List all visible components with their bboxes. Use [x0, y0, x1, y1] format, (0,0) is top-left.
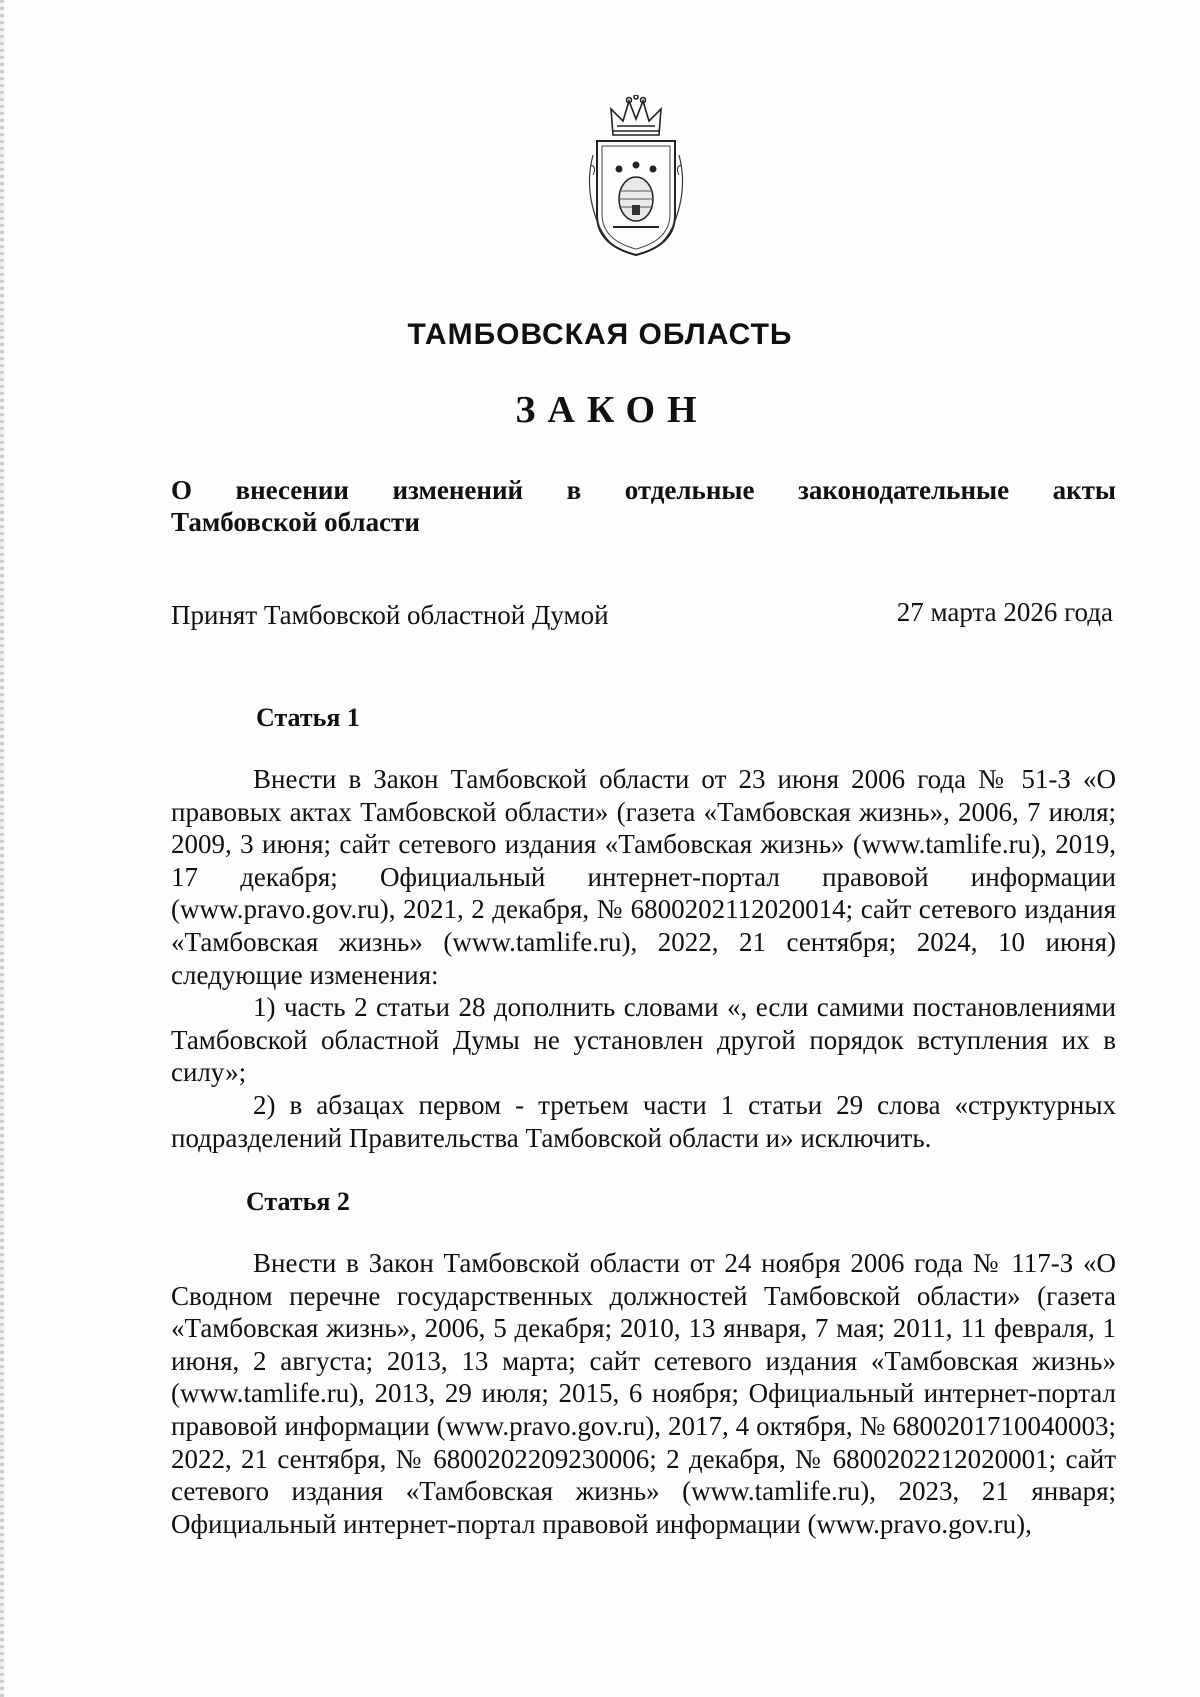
subject-word: акты [1052, 475, 1116, 505]
article-1-intro: Внести в Закон Тамбовской области от 23 июня 2006 года № 51-З «О правовых актах Тамбовской области» (газета «Тамбовская жизнь», 2006, 7 июля; 2009, 3 июня; сайт сетевого издания «Тамбовская жизнь» (www.tamlife.ru), 2019, 17 декабря; Официальный интернет-портал правовой информации (www.pravo.gov.ru), 2021, 2 декабря, № 6800202112020014; сайт сетевого издания «Тамбовская жизнь» (www.tamlife.ru), 2022, 21 сентября; 2024, 10 июня) следующие изменения: [171, 764, 1116, 990]
article-2-body [171, 1247, 1116, 1540]
article-2-intro: Внести в Закон Тамбовской области от 24 ноября 2006 года № 117-З «О Сводном перечне государственных должностей Тамбовской области» (газета «Тамбовская жизнь», 2006, 5 декабря; 2010, 13 января, 7 мая; 2011, 11 февраля, 1 июня, 2 августа; 2013, 13 марта; сайт сетевого издания «Тамбовская жизнь» (www.tamlife.ru), 2013, 29 июля; 2015, 6 ноября; Официальный интернет-портал правовой информации (www.pravo.gov.ru), 2017, 4 октября, № 6800201710040003; 2022, 21 сентября, № 6800202209230006; 2 декабря, № 6800202212020001; сайт сетевого издания «Тамбовская жизнь» (www.tamlife.ru), 2023, 21 января; Официальный интернет-портал правовой информации (www.pravo.gov.ru), [171, 1248, 1116, 1539]
article-1-body [171, 763, 1116, 1154]
subject-word: законодательные [797, 475, 1010, 505]
law-subject [171, 474, 1116, 538]
subject-word: внесении [235, 475, 349, 505]
subject-word: О [171, 475, 193, 505]
adopted-date: 27 марта 2026 года [896, 597, 1113, 627]
subject-word: отдельные [624, 475, 755, 505]
region-heading: ТАМБОВСКАЯ ОБЛАСТЬ [407, 318, 793, 351]
law-subject-line-2: Тамбовской области [171, 507, 420, 537]
adopted-by: Принят Тамбовской областной Думой [171, 600, 609, 630]
scan-edge [0, 0, 4, 1697]
article-1-item-2: 2) в абзацах первом - третьем части 1 статьи 29 слова «структурных подразделений Правительства Тамбовской области и» исключить. [171, 1089, 1116, 1153]
tambov-coat-of-arms-icon [583, 95, 689, 265]
article-1-item-1: 1) часть 2 статьи 28 дополнить словами «, если самими постановлениями Тамбовской областной Думы не установлен другой порядок вступления их в силу»; [171, 992, 1116, 1088]
law-subject-line-1 [171, 474, 1116, 506]
subject-word: в [566, 475, 582, 505]
article-1-title: Статья 1 [256, 703, 360, 732]
subject-word: изменений [392, 475, 524, 505]
article-2-title: Статья 2 [246, 1187, 350, 1216]
law-heading: ЗАКОН [515, 389, 709, 431]
